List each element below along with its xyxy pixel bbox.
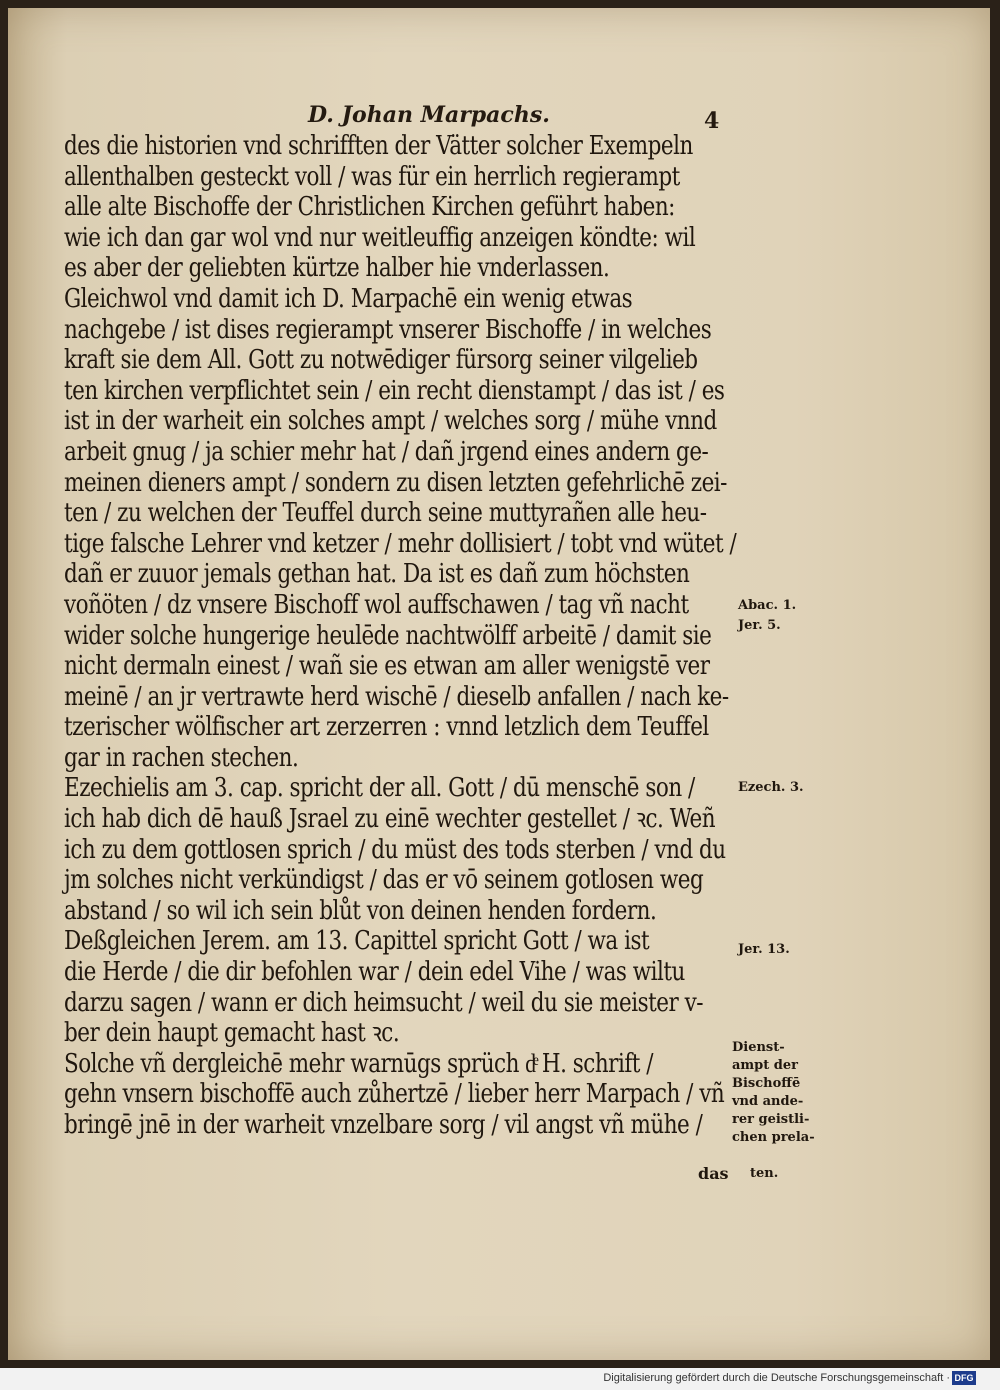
margin-note-dienst-4: vnd ande- [732, 1094, 804, 1109]
text-line: wider solche hungerige heulēde nachtwölff arbeitē / damit sie [64, 620, 712, 651]
text-line: tzerischer wölfischer art zerzerren : vnnd letzlich dem Teuffel [64, 712, 709, 743]
text-line: ten kirchen verpflichtet sein / ein recht dienstampt / das ist / es [64, 375, 725, 406]
margin-note-dienst-2: ampt der [732, 1058, 799, 1073]
text-line: gar in rachen stechen. [64, 742, 299, 773]
text-line: ten / zu welchen der Teuffel durch seine muttyrañen alle heu- [64, 498, 707, 529]
text-line: ich hab dich dē hauß Jsrael zu einē wechter gestellet / ꝛc. Weñ [64, 804, 716, 835]
text-line: Gleichwol vnd damit ich D. Marpachē ein wenig etwas [64, 283, 633, 314]
margin-note-dienst-3: Bischoffē [732, 1076, 801, 1091]
text-line: gehn vnsern bischoffē auch zůhertzē / lieber herr Marpach / vñ [64, 1079, 725, 1110]
margin-note-ezech: Ezech. 3. [738, 780, 804, 795]
text-line: abstand / so wil ich sein blůt von deinen henden fordern. [64, 895, 657, 926]
text-line: arbeit gnug / ja schier mehr hat / dañ jrgend eines andern ge- [64, 436, 709, 467]
text-line: kraft sie dem All. Gott zu notwēdiger fürsorg seiner vilgelieb [64, 345, 698, 376]
text-line: voñöten / dz vnsere Bischoff wol auffschawen / tag vñ nacht [64, 589, 689, 620]
text-line: dañ er zuuor jemals gethan hat. Da ist es dañ zum höchsten [64, 559, 690, 590]
text-line: meinē / an jr vertrawte herd wischē / dieselb anfallen / nach ke- [64, 681, 729, 712]
text-line: nachgebe / ist dises regierampt vnserer Bischoffe / in welches [64, 314, 712, 345]
text-line: des die historien vnd schrifften der Vätter solcher Exempeln [64, 131, 693, 161]
text-line: wie ich dan gar wol vnd nur weitleuffig anzeigen köndte: wil [64, 222, 696, 253]
body-text [64, 131, 877, 1141]
text-line: tige falsche Lehrer vnd ketzer / mehr dollisiert / tobt vnd wütet / [64, 528, 737, 559]
text-line: es aber der geliebten kürtze halber hie vnderlassen. [64, 253, 610, 284]
text-line: jm solches nicht verkündigst / das er vō seinem gotlosen weg [64, 865, 704, 896]
margin-note-dienst-5: rer geistli- [732, 1112, 810, 1127]
margin-note-jer13: Jer. 13. [738, 942, 790, 957]
text-line: Solche vñ dergleichē mehr warnūgs sprüch dͤ H. schrift / [64, 1048, 654, 1079]
text-line: meinen dieners ampt / sondern zu disen letzten gefehrlichē zei- [64, 467, 727, 498]
margin-note-dienst-1: Dienst- [732, 1040, 785, 1055]
margin-note-jer5: Jer. 5. [738, 618, 781, 633]
text-line: allenthalben gesteckt voll / was für ein herrlich regierampt [64, 161, 680, 192]
page-number: 4 [704, 108, 720, 134]
text-line: nicht dermaln einest / wañ sie es etwan am aller wenigstē ver [64, 651, 710, 682]
text-line: die Herde / die dir befohlen war / dein edel Vihe / was wiltu [64, 957, 685, 988]
margin-note-dienst-6: chen prela- [732, 1130, 815, 1145]
text-line: ich zu dem gottlosen sprich / du müst des tods sterben / vnd du [64, 834, 726, 865]
text-line: bringē jnē in der warheit vnzelbare sorg / vil angst vñ mühe / [64, 1110, 703, 1140]
text-line: alle alte Bischoffe der Christlichen Kirchen geführt haben: [64, 192, 675, 223]
text-line: ist in der warheit ein solches ampt / welches sorg / mühe vnnd [64, 406, 717, 437]
book-page [8, 8, 990, 1360]
catchword: das [698, 1164, 729, 1183]
text-line: Ezechielis am 3. cap. spricht der all. Gott / dū menschē son / [64, 773, 695, 804]
text-line: ber dein haupt gemacht hast ꝛc. [64, 1018, 400, 1049]
running-title: D. Johan Marpachs. [308, 102, 550, 128]
text-line: darzu sagen / wann er dich heimsucht / weil du sie meister v- [64, 987, 704, 1018]
digitization-credit: Digitalisierung gefördert durch die Deutsche Forschungsgemeinschaft · [603, 1372, 950, 1384]
margin-note-dienst-7: ten. [750, 1166, 779, 1181]
text-line: Deßgleichen Jerem. am 13. Capittel spricht Gott / wa ist [64, 926, 650, 957]
dfg-logo: DFG [952, 1371, 976, 1385]
margin-note-abac: Abac. 1. [738, 598, 797, 613]
